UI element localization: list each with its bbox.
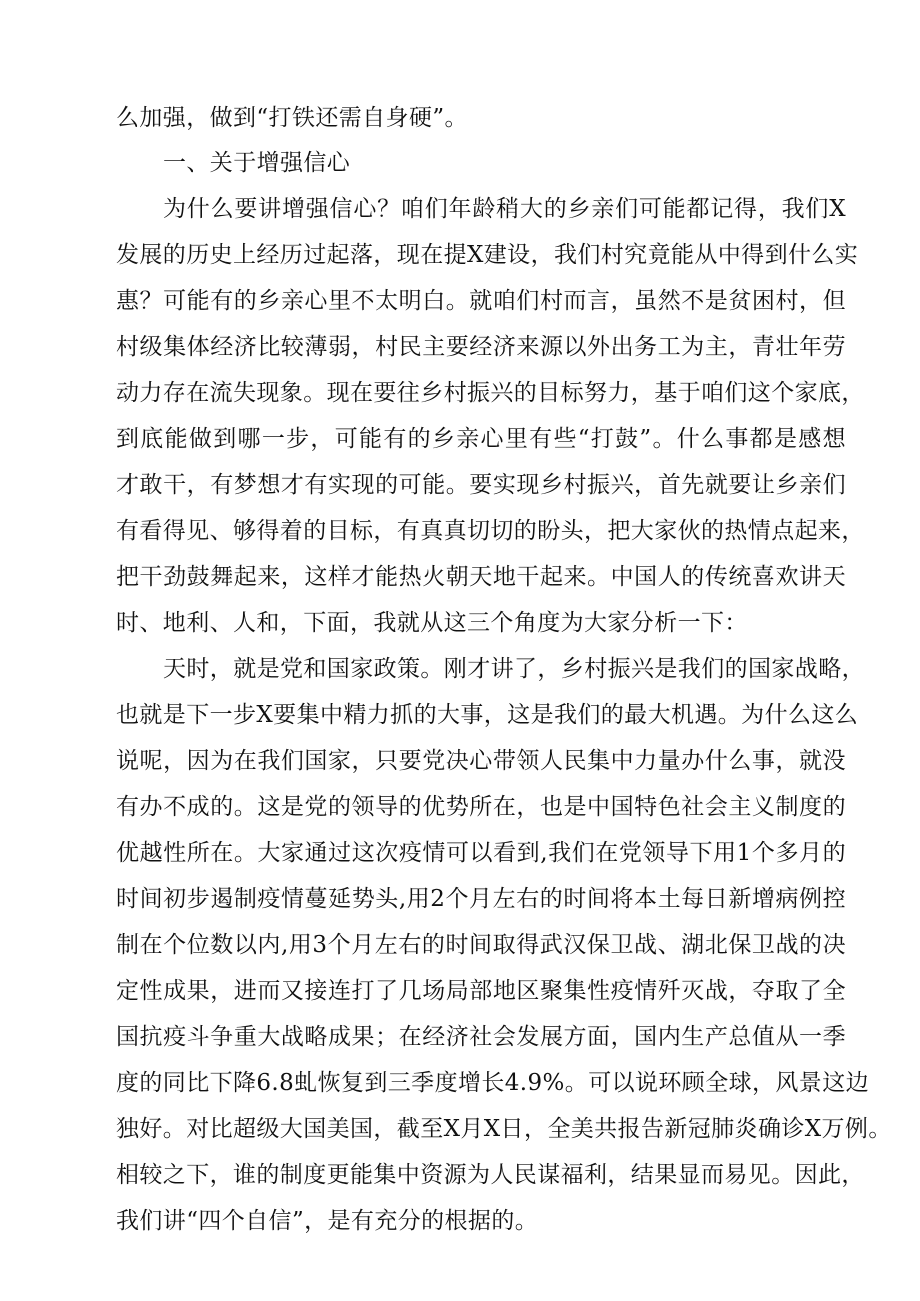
text-line: 定性成果，进而又接连打了几场局部地区聚集性疫情歼灭战，夺取了全 [116, 978, 846, 1004]
text-line: 制在个位数以内,用3个月左右的时间取得武汉保卫战、湖北保卫战的决 [116, 932, 846, 958]
text-line: 相较之下，谁的制度更能集中资源为人民谋福利，结果显而易见。因此， [116, 1162, 865, 1188]
text-line: 发展的历史上经历过起落，现在提X建设，我们村究竟能从中得到什么实 [116, 242, 859, 268]
text-line: 有办不成的。这是党的领导的优势所在，也是中国特色社会主义制度的 [116, 794, 846, 820]
text-line: 为什么要讲增强信心？咱们年龄稍大的乡亲们可能都记得，我们X [163, 196, 846, 222]
text-line: 惠？可能有的乡亲心里不太明白。就咱们村而言，虽然不是贫困村，但 [116, 288, 846, 314]
text-line: 优越性所在。大家通过这次疫情可以看到,我们在党领导下用1个多月的 [116, 840, 846, 866]
section-heading: 一、关于增强信心 [163, 150, 351, 176]
text-line: 有看得见、够得着的目标，有真真切切的盼头，把大家伙的热情点起来， [116, 518, 865, 544]
text-line: 国抗疫斗争重大战略成果；在经济社会发展方面，国内生产总值从一季 [116, 1024, 846, 1050]
text-line: 独好。对比超级大国美国，截至X月X日，全美共报告新冠肺炎确诊X万例。 [116, 1116, 892, 1142]
text-line: 村级集体经济比较薄弱，村民主要经济来源以外出务工为主，青壮年劳 [116, 334, 846, 360]
text-line: 也就是下一步X要集中精力抓的大事，这是我们的最大机遇。为什么这么 [116, 702, 859, 728]
text-line: 么加强，做到“打铁还需自身硬”。 [116, 105, 468, 131]
text-line: 动力存在流失现象。现在要往乡村振兴的目标努力，基于咱们这个家底， [116, 380, 865, 406]
text-line: 度的同比下降6.8虬恢复到三季度增长4.9%。可以说环顾全球，风景这边 [116, 1070, 870, 1096]
text-line: 时间初步遏制疫情蔓延势头,用2个月左右的时间将本土每日新增病例控 [116, 886, 846, 912]
text-line: 我们讲“四个自信”，是有充分的根据的。 [116, 1208, 539, 1234]
text-line: 才敢干，有梦想才有实现的可能。要实现乡村振兴，首先就要让乡亲们 [116, 472, 846, 498]
text-line: 说呢，因为在我们国家，只要党决心带领人民集中力量办什么事，就没 [116, 748, 846, 774]
text-line: 把干劲鼓舞起来，这样才能热火朝天地干起来。中国人的传统喜欢讲天 [116, 564, 846, 590]
text-line: 到底能做到哪一步，可能有的乡亲心里有些“打鼓”。什么事都是感想 [116, 426, 846, 452]
text-line: 天时，就是党和国家政策。刚才讲了，乡村振兴是我们的国家战略， [163, 656, 865, 682]
text-line: 时、地利、人和，下面，我就从这三个角度为大家分析一下： [116, 610, 748, 636]
